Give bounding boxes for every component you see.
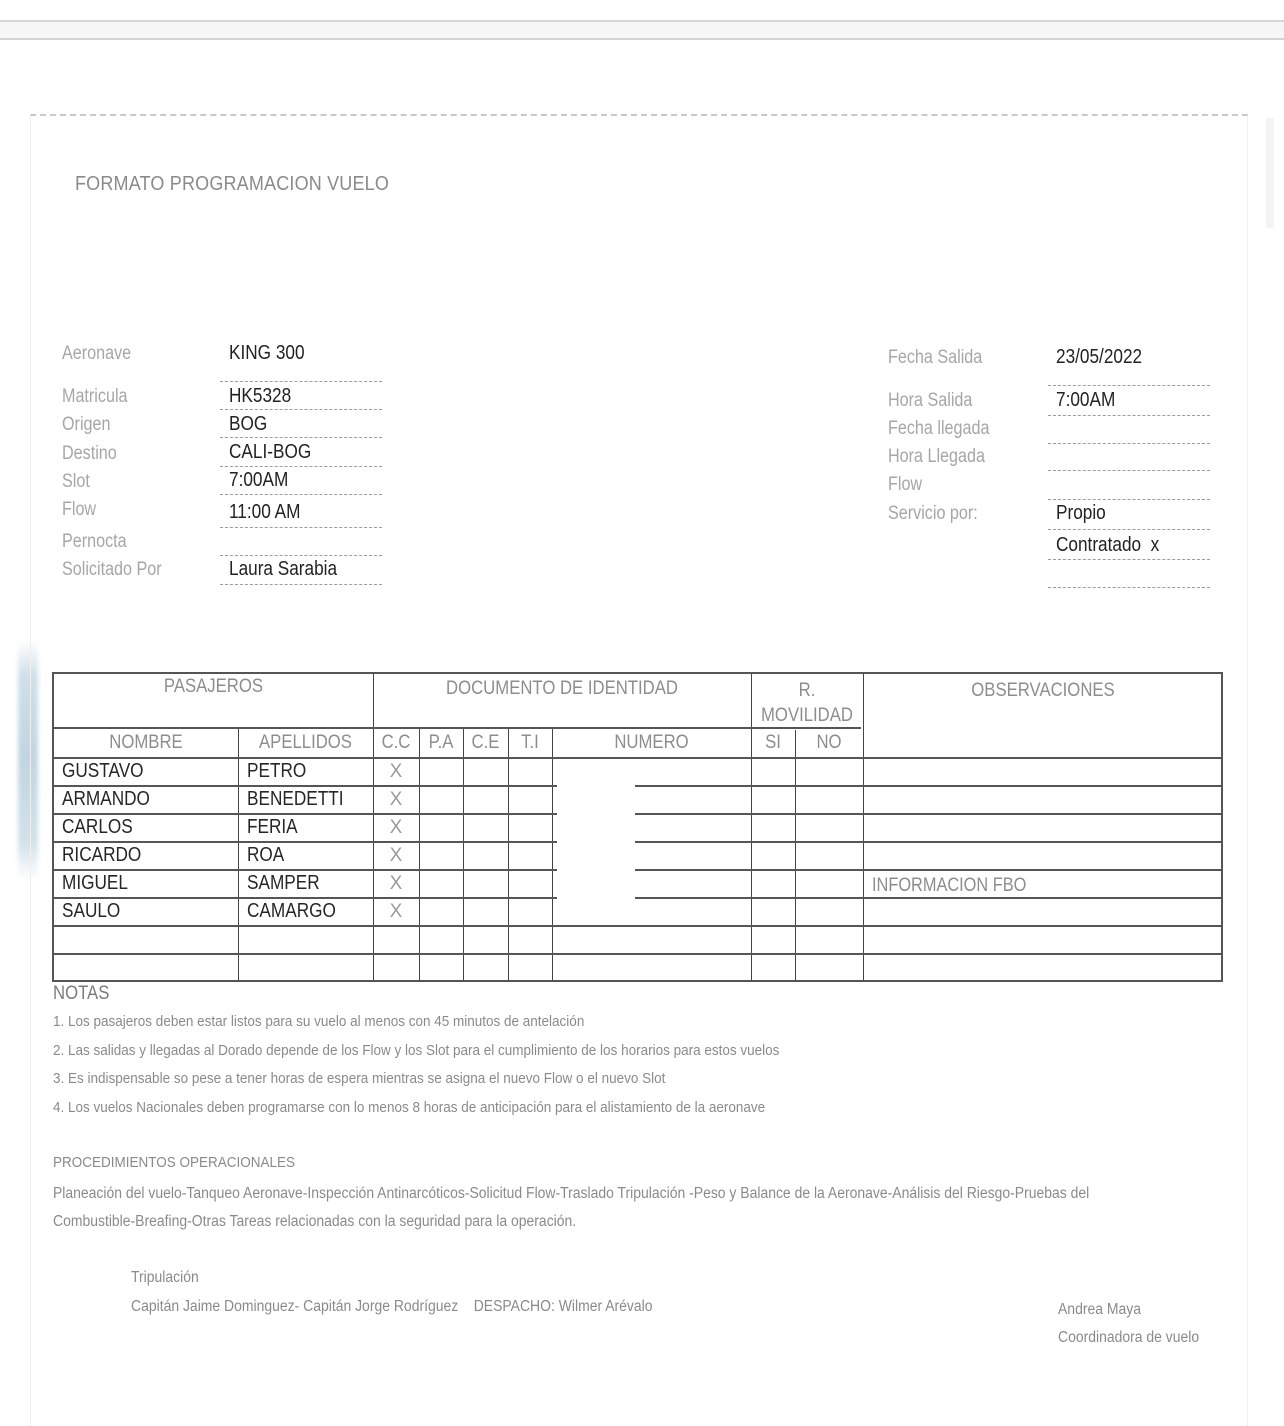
col-nombre: NOMBRE [109, 732, 183, 753]
field-underline [1048, 499, 1210, 500]
cell-cc: X [389, 817, 403, 838]
cell-nombre: RICARDO [62, 844, 142, 866]
signature-role: Coordinadora de vuelo [1058, 1329, 1200, 1346]
value-matricula: HK5328 [229, 385, 292, 407]
col-no: NO [816, 732, 842, 753]
col-numero: NUMERO [614, 732, 689, 753]
notes-title: NOTAS [53, 983, 110, 1004]
col-divider [552, 728, 553, 980]
cell-cc: X [389, 761, 403, 782]
value-solicitado-por: Laura Sarabia [229, 558, 338, 580]
value-servicio-contratado: Contratado x [1056, 534, 1160, 556]
value-origen: BOG [229, 413, 268, 435]
value-aeronave: KING 300 [229, 342, 305, 364]
header-observaciones: OBSERVACIONES [971, 680, 1115, 701]
header-documento-identidad: DOCUMENTO DE IDENTIDAD [446, 678, 678, 699]
document-title: FORMATO PROGRAMACION VUELO [75, 173, 390, 195]
col-divider [463, 728, 464, 980]
numero-redaction [557, 760, 635, 922]
cell-nombre: MIGUEL [62, 872, 128, 894]
field-underline [220, 381, 382, 382]
cell-nombre: CARLOS [62, 816, 133, 838]
col-divider [751, 674, 752, 980]
label-hora-llegada: Hora Llegada [888, 446, 985, 467]
field-underline [220, 584, 382, 585]
cell-cc: X [389, 789, 403, 810]
label-aeronave: Aeronave [62, 343, 132, 364]
value-flow: 11:00 AM [229, 501, 301, 523]
col-divider [795, 730, 796, 980]
header-pasajeros: PASAJEROS [163, 676, 264, 697]
cell-nombre: ARMANDO [62, 788, 150, 810]
label-pernocta: Pernocta [62, 531, 127, 552]
cell-apellidos: BENEDETTI [247, 788, 344, 810]
passenger-table [52, 672, 1223, 982]
cell-apellidos: PETRO [247, 760, 307, 782]
cell-apellidos: SAMPER [247, 872, 320, 894]
crew-members: Capitán Jaime Dominguez- Capitán Jorge Rodríguez DESPACHO: Wilmer Arévalo [131, 1298, 653, 1315]
cell-cc: X [389, 845, 403, 866]
signature-name: Andrea Maya [1058, 1301, 1141, 1318]
procedures-text: Combustible-Breafing-Otras Tareas relacionadas con la seguridad para la operación. [53, 1213, 577, 1230]
procedures-text: Planeación del vuelo-Tanqueo Aeronave-Inspección Antinarcóticos-Solicitud Flow-Traslado Tripulación -Peso y Balance de la Aeronave-Análisis del Riesgo-Pruebas del [53, 1185, 1090, 1202]
row-divider [54, 897, 1221, 899]
field-underline [220, 437, 382, 438]
cell-nombre: SAULO [62, 900, 121, 922]
value-destino: CALI-BOG [229, 441, 312, 463]
value-slot: 7:00AM [229, 469, 289, 491]
col-si: SI [765, 732, 781, 753]
label-solicitado-por: Solicitado Por [62, 559, 162, 580]
note-item: 1. Los pasajeros deben estar listos para su vuelo al menos con 45 minutos de antelación [53, 1013, 585, 1030]
row-divider [54, 757, 1221, 759]
label-slot: Slot [62, 471, 90, 492]
col-cc: C.C [381, 732, 411, 753]
col-divider [863, 674, 864, 980]
value-servicio-propio: Propio [1056, 502, 1106, 524]
scroll-edge [1266, 118, 1274, 228]
header-movilidad-r: R. [798, 680, 816, 701]
label-fecha-llegada: Fecha llegada [888, 418, 990, 439]
col-apellidos: APELLIDOS [259, 732, 352, 753]
cell-nombre: GUSTAVO [62, 760, 144, 782]
field-underline [220, 409, 382, 410]
cell-apellidos: FERIA [247, 816, 298, 838]
procedures-title: PROCEDIMIENTOS OPERACIONALES [53, 1154, 296, 1171]
label-flow: Flow [62, 499, 97, 520]
header-movilidad: MOVILIDAD [761, 705, 853, 726]
row-divider [54, 841, 1221, 843]
field-underline [1048, 470, 1210, 471]
field-underline [1048, 529, 1210, 530]
label-matricula: Matricula [62, 386, 128, 407]
row-divider [54, 785, 1221, 787]
value-fecha-salida: 23/05/2022 [1056, 346, 1143, 368]
field-underline [1048, 559, 1210, 560]
field-underline [1048, 443, 1210, 444]
field-underline [220, 466, 382, 467]
row-divider [54, 869, 1221, 871]
row-divider [54, 953, 1221, 955]
note-item: 4. Los vuelos Nacionales deben programarse con lo menos 8 horas de anticipación para el alistamiento de la aeronave [53, 1099, 766, 1116]
field-underline [220, 527, 382, 528]
field-underline [1048, 385, 1210, 386]
label-origen: Origen [62, 414, 111, 435]
cell-observaciones: INFORMACION FBO [872, 875, 1027, 896]
col-divider [419, 728, 420, 980]
note-item: 2. Las salidas y llegadas al Dorado depende de los Flow y los Slot para el cumplimiento de los horarios para estos vuelos [53, 1042, 780, 1059]
cell-apellidos: CAMARGO [247, 900, 336, 922]
label-servicio-por: Servicio por: [888, 503, 978, 524]
cell-cc: X [389, 873, 403, 894]
col-divider [238, 728, 239, 980]
note-item: 3. Es indispensable so pese a tener horas de espera mientras se asigna el nuevo Flow o el nuevo Slot [53, 1070, 666, 1087]
col-ce: C.E [471, 732, 500, 753]
col-pa: P.A [428, 732, 454, 753]
cell-apellidos: ROA [247, 844, 285, 866]
field-underline [1048, 415, 1210, 416]
row-divider [54, 925, 1221, 927]
col-divider [508, 728, 509, 980]
cell-cc: X [389, 901, 403, 922]
field-underline [220, 555, 382, 556]
col-ti: T.I [521, 732, 539, 753]
crew-label: Tripulación [131, 1269, 199, 1286]
row-divider [54, 813, 1221, 815]
label-flow-right: Flow [888, 474, 923, 495]
value-hora-salida: 7:00AM [1056, 389, 1116, 411]
field-underline [220, 494, 382, 495]
label-destino: Destino [62, 443, 117, 464]
viewer-top-bar [0, 20, 1284, 40]
label-hora-salida: Hora Salida [888, 390, 973, 411]
label-fecha-salida: Fecha Salida [888, 347, 983, 368]
field-underline [1048, 587, 1210, 588]
row-divider [54, 727, 861, 729]
